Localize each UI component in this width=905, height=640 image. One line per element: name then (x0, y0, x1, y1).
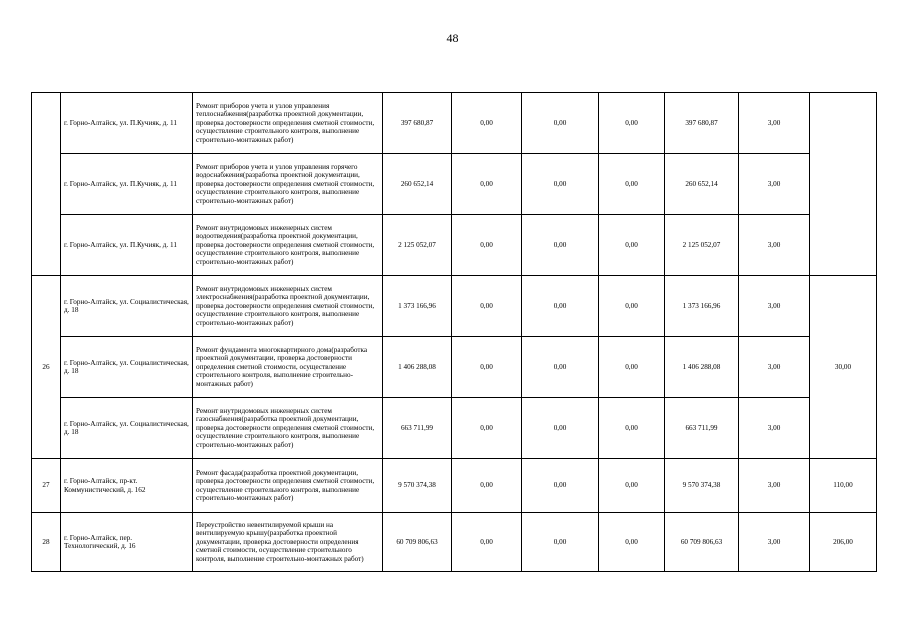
total-cost-cell: 9 570 374,38 (383, 459, 452, 513)
work-type-cell: Ремонт приборов учета и узлов управления теплоснабжения(разработка проектной документации, проверка достоверности определения сметной стоимости, осуществление строительного контроля, выполнение строительно-монтажных работ) (193, 93, 383, 154)
table-row (32, 398, 877, 459)
funding-cell: 0,00 (452, 398, 522, 459)
total-cost-cell: 2 125 052,07 (383, 215, 452, 276)
work-type-cell: Переустройство невентилируемой крыши на вентилируемую крышу(разработка проектной документации, проверка достоверности определения сметной стоимости, осуществление строительного контроля, выполнение строительно-монтажных работ) (193, 513, 383, 572)
table-row (32, 276, 877, 337)
total-cost-cell: 1 406 288,08 (383, 337, 452, 398)
funding-cell: 0,00 (599, 513, 665, 572)
funding-cell: 0,00 (522, 93, 599, 154)
funding-cell: 0,00 (599, 276, 665, 337)
value-cell: 3,00 (739, 337, 810, 398)
repair-works-table (31, 92, 877, 572)
work-type-cell: Ремонт внутридомовых инженерных систем газоснабжения(разработка проектной документации, проверка достоверности определения сметной стоимости, осуществление строительного контроля, выполнение строительно-монтажных работ) (193, 398, 383, 459)
work-type-cell: Ремонт приборов учета и узлов управления горячего водоснабжения(разработка проектной документации, проверка достоверности определения сметной стоимости, осуществление строительного контроля, выполнение строительно-монтажных работ) (193, 154, 383, 215)
address-cell: г. Горно-Алтайск, ул. Социалистическая, д. 18 (61, 276, 193, 337)
total-cost-cell: 60 709 806,63 (383, 513, 452, 572)
funding-cell: 0,00 (452, 337, 522, 398)
funding-cell: 0,00 (599, 154, 665, 215)
total-cost-cell: 260 652,14 (383, 154, 452, 215)
funding-cell: 0,00 (452, 93, 522, 154)
total-cost-cell: 1 373 166,96 (383, 276, 452, 337)
work-type-cell: Ремонт внутридомовых инженерных систем водоотведения(разработка проектной документации, проверка достоверности определения сметной стоимости, осуществление строительного контроля, выполнение строительно-монтажных работ) (193, 215, 383, 276)
funding-cell: 397 680,87 (665, 93, 739, 154)
funding-cell: 0,00 (452, 276, 522, 337)
address-cell: г. Горно-Алтайск, ул. П.Кучияк, д. 11 (61, 154, 193, 215)
funding-cell: 0,00 (522, 276, 599, 337)
funding-cell: 0,00 (522, 215, 599, 276)
value-cell: 3,00 (739, 398, 810, 459)
funding-cell: 0,00 (522, 154, 599, 215)
value-cell: 3,00 (739, 459, 810, 513)
funding-cell: 0,00 (522, 337, 599, 398)
value-cell: 3,00 (739, 154, 810, 215)
address-cell: г. Горно-Алтайск, ул. П.Кучияк, д. 11 (61, 93, 193, 154)
funding-cell: 0,00 (599, 459, 665, 513)
work-type-cell: Ремонт фундамента многоквартирного дома(разработка проектной документации, проверка достоверности определения сметной стоимости, осуществление строительного контроля, выполнение строительно-монтажных работ) (193, 337, 383, 398)
table-row (32, 459, 877, 513)
group-number: 27 (32, 459, 61, 513)
address-cell: г. Горно-Алтайск, ул. П.Кучияк, д. 11 (61, 215, 193, 276)
address-cell: г. Горно-Алтайск, ул. Социалистическая, д. 18 (61, 398, 193, 459)
funding-cell: 1 373 166,96 (665, 276, 739, 337)
funding-cell: 60 709 806,63 (665, 513, 739, 572)
value-cell: 3,00 (739, 93, 810, 154)
group-total (810, 93, 877, 276)
value-cell: 3,00 (739, 215, 810, 276)
address-cell: г. Горно-Алтайск, пер. Технологический, д. 16 (61, 513, 193, 572)
funding-cell: 0,00 (522, 459, 599, 513)
table-row (32, 154, 877, 215)
funding-cell: 0,00 (599, 398, 665, 459)
funding-cell: 260 652,14 (665, 154, 739, 215)
group-number (32, 93, 61, 276)
funding-cell: 0,00 (452, 215, 522, 276)
group-total: 30,00 (810, 276, 877, 459)
funding-cell: 0,00 (599, 337, 665, 398)
table-row (32, 513, 877, 572)
funding-cell: 0,00 (599, 93, 665, 154)
funding-cell: 0,00 (452, 513, 522, 572)
funding-cell: 0,00 (452, 459, 522, 513)
total-cost-cell: 397 680,87 (383, 93, 452, 154)
funding-cell: 663 711,99 (665, 398, 739, 459)
group-number: 26 (32, 276, 61, 459)
funding-cell: 1 406 288,08 (665, 337, 739, 398)
group-total: 110,00 (810, 459, 877, 513)
funding-cell: 0,00 (452, 154, 522, 215)
table-row (32, 337, 877, 398)
value-cell: 3,00 (739, 276, 810, 337)
value-cell: 3,00 (739, 513, 810, 572)
page-number: 48 (446, 31, 459, 45)
table-row (32, 215, 877, 276)
group-number: 28 (32, 513, 61, 572)
table-row (32, 93, 877, 154)
funding-cell: 2 125 052,07 (665, 215, 739, 276)
address-cell: г. Горно-Алтайск, пр-кт. Коммунистический, д. 162 (61, 459, 193, 513)
total-cost-cell: 663 711,99 (383, 398, 452, 459)
funding-cell: 9 570 374,38 (665, 459, 739, 513)
funding-cell: 0,00 (599, 215, 665, 276)
work-type-cell: Ремонт внутридомовых инженерных систем электроснабжения(разработка проектной документации, проверка достоверности определения сметной стоимости, осуществление строительного контроля, выполнение строительно-монтажных работ) (193, 276, 383, 337)
group-total: 206,00 (810, 513, 877, 572)
address-cell: г. Горно-Алтайск, ул. Социалистическая, д. 18 (61, 337, 193, 398)
work-type-cell: Ремонт фасада(разработка проектной документации, проверка достоверности определения сметной стоимости, осуществление строительного контроля, выполнение строительно-монтажных работ) (193, 459, 383, 513)
funding-cell: 0,00 (522, 513, 599, 572)
funding-cell: 0,00 (522, 398, 599, 459)
